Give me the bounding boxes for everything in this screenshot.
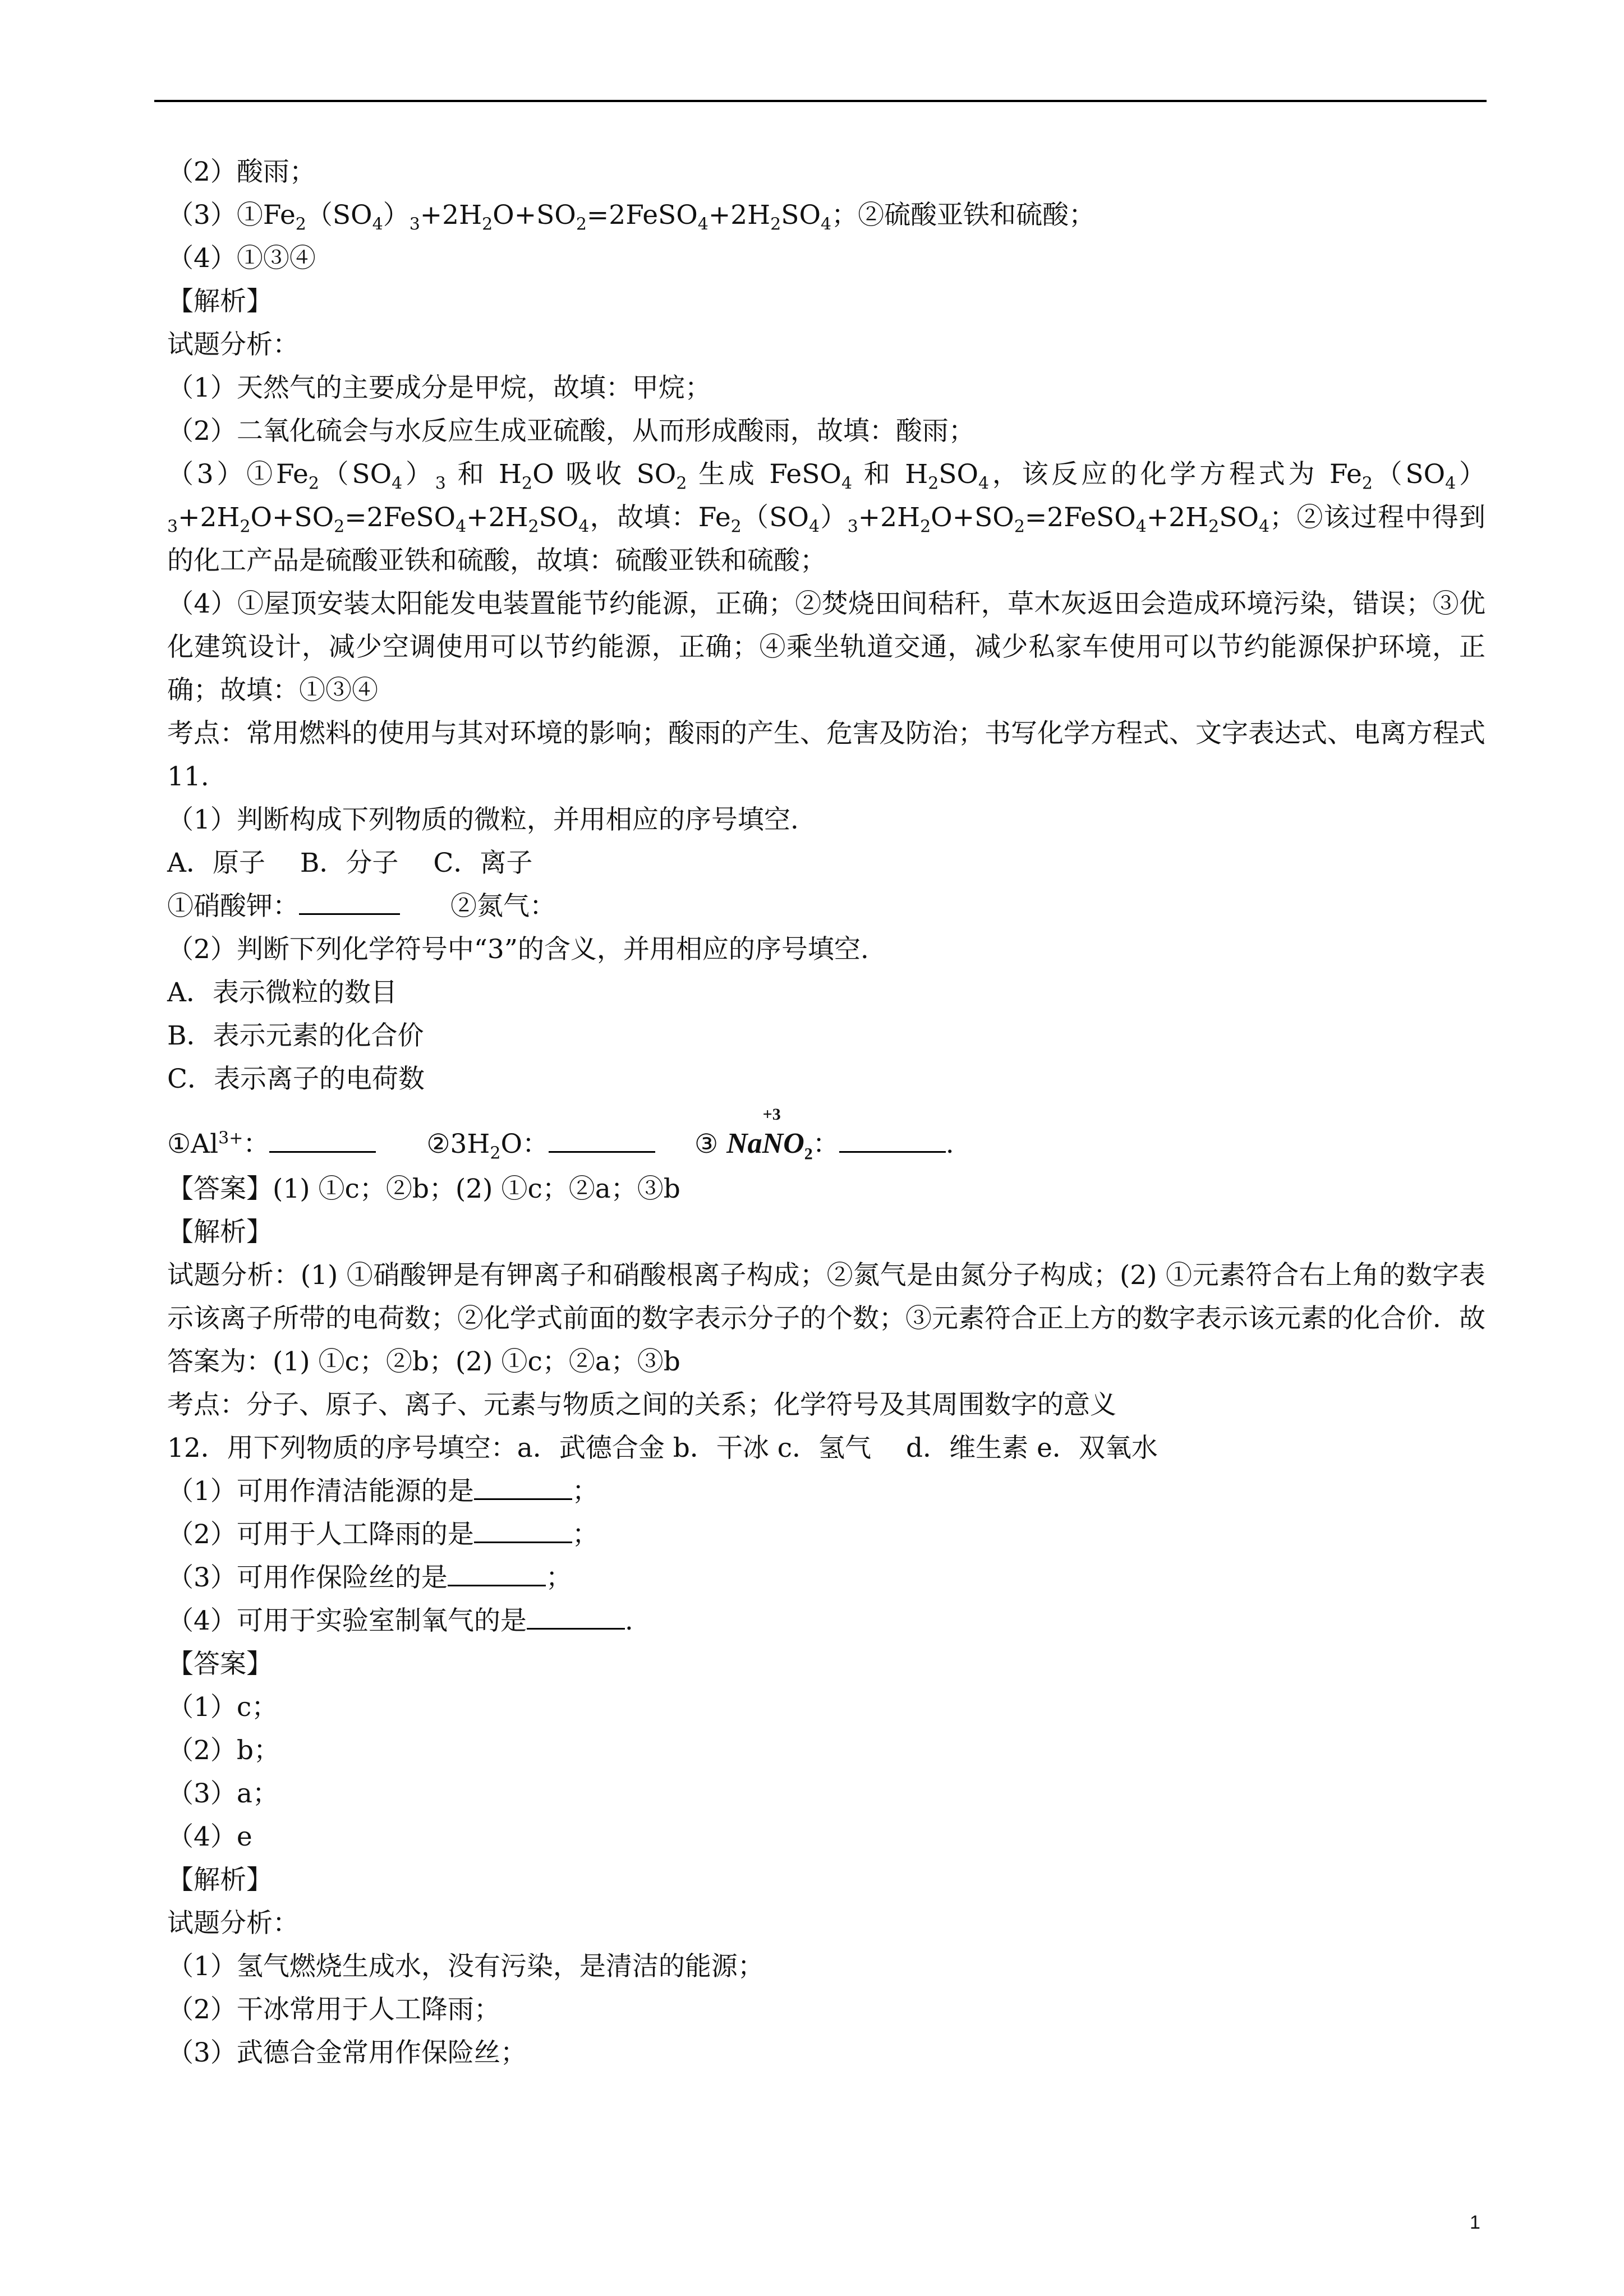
analysis-heading: 【解析】 xyxy=(167,286,273,317)
answer-line-2 xyxy=(167,150,1485,194)
formula-nano2: Na +3 $NO_2$ xyxy=(726,1105,813,1163)
question-12-analysis-2: （2）干冰常用于人工降雨； xyxy=(167,1994,500,2025)
answer-blank[interactable] xyxy=(474,1519,572,1543)
page-number: 1 xyxy=(1470,2212,1480,2233)
document-body xyxy=(167,150,1485,2074)
analysis-2: （2）二氧化硫会与水反应生成亚硫酸，从而形成酸雨，故填：酸雨； xyxy=(167,416,975,447)
question-12-answer-3: （3）a； xyxy=(167,1778,279,1809)
question-12-answer-1: （1）c； xyxy=(167,1692,278,1723)
question-11-number: 11. xyxy=(167,761,209,792)
answer-blank[interactable] xyxy=(448,1562,546,1586)
question-12-analysis-3: （3）武德合金常用作保险丝； xyxy=(167,2037,527,2068)
option-c: C．表示离子的电荷数 xyxy=(167,1064,425,1094)
answer-blank[interactable] xyxy=(839,1129,946,1153)
question-12-item-2: （2）可用于人工降雨的是 ； xyxy=(167,1519,599,1550)
question-11-analysis: 试题分析：(1) ①硝酸钾是有钾离子和硝酸根离子构成；②氮气是由氮分子构成；(2) ①元素符合右上角的数字表示该离子所带的电荷数；②化学式前面的数字表示分子的个数；③元素符合正上方的数字表示该元素的化合价．故答案为：(1) ①c；②b；(2) ①c；②a；③b xyxy=(167,1260,1485,1377)
answer-blank[interactable] xyxy=(299,891,400,915)
header-rule xyxy=(154,100,1487,102)
analysis-4: （4）①屋顶安装太阳能发电装置能节约能源，正确；②焚烧田间秸秆，草木灰返田会造成环境污染，错误；③优化建筑设计，减少空调使用可以节约能源，正确；④乘坐轨道交通，减少私家车使用可以节约能源保护环境，正确；故填：①③④ xyxy=(167,588,1485,706)
question-11-analysis-heading: 【解析】 xyxy=(167,1217,273,1248)
question-11-formulas: $①Al^{3+}$： $②3H_2O$： ③ Na +3 $NO_2$： . xyxy=(167,1122,1485,1165)
answer-blank[interactable] xyxy=(549,1129,655,1153)
question-11-fill-1: ①硝酸钾： ②氮气： xyxy=(167,891,556,922)
question-11-part-2: （2）判断下列化学符号中“3”的含义，并用相应的序号填空. xyxy=(167,934,869,965)
question-12-answer-4: （4）e xyxy=(167,1821,252,1852)
question-12-answer-2: （2）b； xyxy=(167,1735,280,1766)
option-b: B．表示元素的化合价 xyxy=(167,1020,424,1051)
question-11-answer: 【答案】(1) ①c；②b；(2) ①c；②a；③b xyxy=(167,1174,680,1204)
answer-line-3: $(3)①Fe_2(SO_4)_3+2H_2O+SO_2=2FeSO_4+2H_2SO_4$；②硫酸亚铁和硫酸； xyxy=(167,200,1096,234)
question-11-options: A．原子 B．分子 C．离子 xyxy=(167,848,533,878)
text: （2）酸雨； xyxy=(167,157,316,187)
question-12-analysis-1: （1）氢气燃烧生成水，没有污染，是清洁的能源； xyxy=(167,1951,764,1982)
question-11-knowledge-point: 考点：分子、原子、离子、元素与物质之间的关系；化学符号及其周围数字的意义 xyxy=(167,1389,1116,1420)
question-11-part-1: （1）判断构成下列物质的微粒，并用相应的序号填空. xyxy=(167,804,799,835)
question-12-answer-heading: 【答案】 xyxy=(167,1649,273,1680)
analysis-3: $(3)①Fe_2(SO_4)_3$ 和 $H_2O$ 吸收 $SO_2$ 生成 FeSO$_4$ 和 $H_2SO_4$，该反应的化学方程式为 $Fe_2(SO_4)_3+2H_2O+SO_2=2FeSO_4+2H_2SO_4$，故填：$Fe_2(SO_4)_3+2H_2O+SO_2=2FeSO_4+2H_2SO_4$；②该过程中得到的化工产品是硫酸亚铁和硫酸，故填：硫酸亚铁和硫酸； xyxy=(167,459,1486,576)
question-12-analysis-heading: 【解析】 xyxy=(167,1865,273,1895)
question-12-stem: 12．用下列物质的序号填空：a．武德合金 b．干冰 c．氢气 d．维生素 e．双氧水 xyxy=(167,1433,1158,1464)
analysis-label: 试题分析： xyxy=(167,329,299,360)
question-12-item-3: （3）可用作保险丝的是 ； xyxy=(167,1562,572,1593)
answer-blank[interactable] xyxy=(474,1476,572,1500)
analysis-1: （1）天然气的主要成分是甲烷，故填：甲烷； xyxy=(167,372,711,403)
knowledge-point: 考点：常用燃料的使用与其对环境的影响；酸雨的产生、危害及防治；书写化学方程式、文字表达式、电离方程式 xyxy=(167,718,1485,749)
answer-line-4: （4）①③④ xyxy=(167,243,316,274)
option-a: A．表示微粒的数目 xyxy=(167,977,397,1008)
answer-blank[interactable] xyxy=(527,1605,625,1630)
question-12-item-1: （1）可用作清洁能源的是 ； xyxy=(167,1476,599,1507)
question-12-item-4: （4）可用于实验室制氧气的是 . xyxy=(167,1605,633,1636)
answer-blank[interactable] xyxy=(269,1129,376,1153)
question-12-analysis-label: 试题分析： xyxy=(167,1908,299,1939)
